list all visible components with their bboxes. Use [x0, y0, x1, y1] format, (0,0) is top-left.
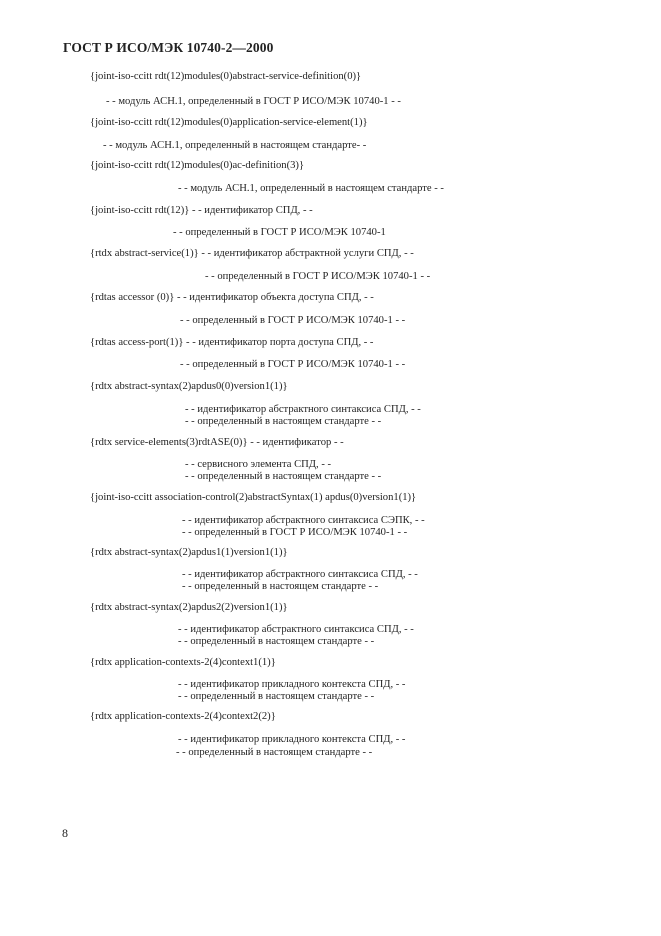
- comment-line: - - определенный в ГОСТ Р ИСО/МЭК 10740-1 - -: [180, 359, 406, 370]
- comment-line: - - определенный в ГОСТ Р ИСО/МЭК 10740-1 - -: [205, 271, 431, 282]
- oid-abstract-syntax-apdus0: {rdtx abstract-syntax(2)apdus0(0)version1(1)}: [90, 381, 288, 392]
- comment-line: - - определенный в настоящем стандарте - -: [182, 581, 379, 592]
- comment-line: - - определенный в настоящем стандарте - -: [178, 691, 375, 702]
- comment-line: - - идентификатор прикладного контекста СПД, - -: [178, 734, 406, 745]
- comment-line: - - определенный в ГОСТ Р ИСО/МЭК 10740-1 - -: [182, 527, 408, 538]
- oid-application-context1: {rdtx application-contexts-2(4)context1(1)}: [90, 657, 276, 668]
- comment-line: - - идентификатор абстрактного синтаксиса СПД, - -: [185, 404, 421, 415]
- page-number: 8: [62, 826, 68, 840]
- comment-line: - - определенный в настоящем стандарте - -: [178, 636, 375, 647]
- oid-access-port: {rdtas access-port(1)} - - идентификатор порта доступа СПД, - -: [90, 337, 374, 348]
- oid-application-service-element: {joint-iso-ccitt rdt(12)modules(0)application-service-element(1)}: [90, 117, 368, 128]
- comment-line: - - идентификатор абстрактного синтаксиса СПД, - -: [178, 624, 414, 635]
- comment-line: - - модуль АСН.1, определенный в настоящем стандарте- -: [103, 140, 367, 151]
- comment-line: - - определенный в настоящем стандарте - -: [185, 416, 382, 427]
- comment-line: - - идентификатор абстрактного синтаксиса СПД, - -: [182, 569, 418, 580]
- comment-line: - - идентификатор абстрактного синтаксиса СЭПК, - -: [182, 515, 425, 526]
- comment-line: - - модуль АСН.1, определенный в ГОСТ Р ИСО/МЭК 10740-1 - -: [106, 96, 401, 107]
- comment-line: - - определенный в ГОСТ Р ИСО/МЭК 10740-1: [173, 227, 386, 238]
- comment-line: - - сервисного элемента СПД, - -: [185, 459, 332, 470]
- oid-application-context2: {rdtx application-contexts-2(4)context2(2)}: [90, 711, 276, 722]
- oid-accessor: {rdtas accessor (0)} - - идентификатор объекта доступа СПД, - -: [90, 292, 374, 303]
- oid-association-control: {joint-iso-ccitt association-control(2)abstractSyntax(1) apdus(0)version1(1)}: [90, 492, 417, 503]
- oid-ac-definition: {joint-iso-ccitt rdt(12)modules(0)ac-definition(3)}: [90, 160, 305, 171]
- oid-rdt: {joint-iso-ccitt rdt(12)} - - идентификатор СПД, - -: [90, 205, 313, 216]
- comment-line: - - идентификатор прикладного контекста СПД, - -: [178, 679, 406, 690]
- page-header: ГОСТ Р ИСО/МЭК 10740-2—2000: [63, 40, 274, 55]
- comment-line: - - модуль АСН.1, определенный в настоящем стандарте - -: [178, 183, 444, 194]
- comment-line: - - определенный в ГОСТ Р ИСО/МЭК 10740-1 - -: [180, 315, 406, 326]
- comment-line: - - определенный в настоящем стандарте - -: [176, 747, 373, 758]
- comment-line: - - определенный в настоящем стандарте - -: [185, 471, 382, 482]
- oid-abstract-service: {rtdx abstract-service(1)} - - идентификатор абстрактной услуги СПД, - -: [90, 248, 414, 259]
- oid-abstract-syntax-apdus2: {rdtx abstract-syntax(2)apdus2(2)version1(1)}: [90, 602, 288, 613]
- oid-service-elements: {rdtx service-elements(3)rdtASE(0)} - - идентификатор - -: [90, 437, 344, 448]
- oid-abstract-service-definition: {joint-iso-ccitt rdt(12)modules(0)abstract-service-definition(0)}: [90, 71, 362, 82]
- oid-abstract-syntax-apdus1: {rdtx abstract-syntax(2)apdus1(1)version1(1)}: [90, 547, 288, 558]
